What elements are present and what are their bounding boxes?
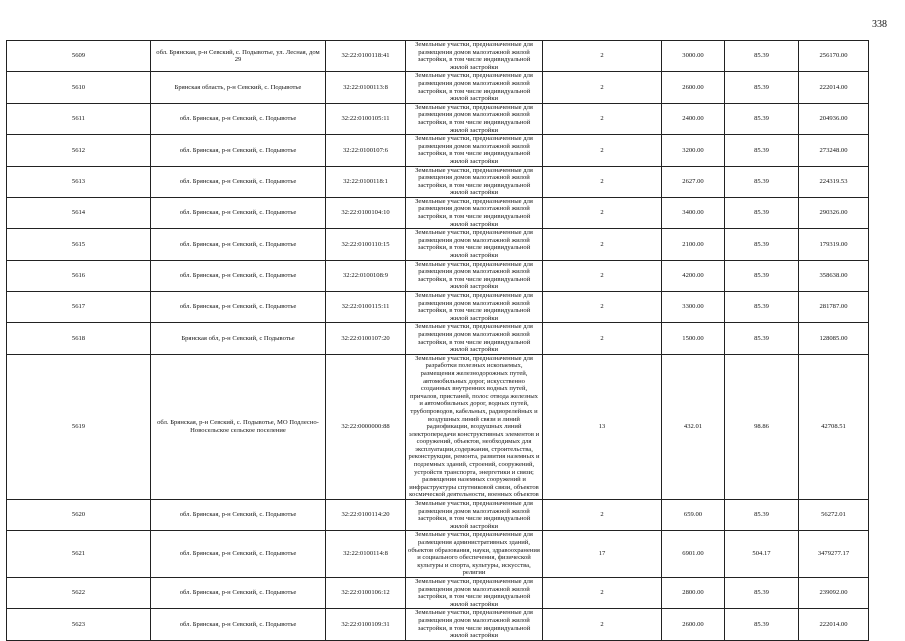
land-use-description-cell: Земельные участки, предназначенные для размещения домов малоэтажной жилой застройки, в том числе индивидуальной жилой застройки xyxy=(406,260,543,291)
table-row xyxy=(7,41,869,72)
address-cell: обл. Брянская, р-н Севский, с. Подывотье xyxy=(151,103,326,134)
cadastral-number-cell: 32:22:0100108:9 xyxy=(326,260,406,291)
area-cell: 3000.00 xyxy=(662,41,725,72)
cadastral-value-cell: 3479277.17 xyxy=(799,531,869,578)
row-number-cell: 5616 xyxy=(7,260,151,291)
cadastral-number-cell: 32:22:0100104:10 xyxy=(326,197,406,228)
table-row xyxy=(7,292,869,323)
specific-value-cell: 85.39 xyxy=(725,166,799,197)
area-cell: 1500.00 xyxy=(662,323,725,354)
land-use-description-cell: Земельные участки, предназначенные для размещения домов малоэтажной жилой застройки, в том числе индивидуальной жилой застройки xyxy=(406,41,543,72)
cadastral-number-cell: 32:22:0100105:11 xyxy=(326,103,406,134)
land-use-description-cell: Земельные участки, предназначенные для размещения домов малоэтажной жилой застройки, в том числе индивидуальной жилой застройки xyxy=(406,229,543,260)
row-number-cell: 5619 xyxy=(7,354,151,499)
cadastral-number-cell: 32:22:0100110:15 xyxy=(326,229,406,260)
area-cell: 2627.00 xyxy=(662,166,725,197)
group-number-cell: 2 xyxy=(543,609,662,640)
group-number-cell: 2 xyxy=(543,577,662,608)
cadastral-number-cell: 32:22:0100113:8 xyxy=(326,72,406,103)
land-use-description-cell: Земельные участки, предназначенные для размещения домов малоэтажной жилой застройки, в том числе индивидуальной жилой застройки xyxy=(406,500,543,531)
registry-body xyxy=(7,41,869,641)
cadastral-value-cell: 224319.53 xyxy=(799,166,869,197)
specific-value-cell: 85.39 xyxy=(725,229,799,260)
cadastral-number-cell: 32:22:0100107:20 xyxy=(326,323,406,354)
group-number-cell: 2 xyxy=(543,135,662,166)
row-number-cell: 5623 xyxy=(7,609,151,640)
specific-value-cell: 85.39 xyxy=(725,500,799,531)
cadastral-value-cell: 290326.00 xyxy=(799,197,869,228)
address-cell: Брянская обл, р-н Севский, с Подывотье xyxy=(151,323,326,354)
cadastral-number-cell: 32:22:0100115:11 xyxy=(326,292,406,323)
address-cell: обл. Брянская, р-н Севский, с. Подывотье xyxy=(151,229,326,260)
address-cell: обл. Брянская, р-н Севский, с. Подывотье xyxy=(151,531,326,578)
land-use-description-cell: Земельные участки, предназначенные для размещения домов малоэтажной жилой застройки, в том числе индивидуальной жилой застройки xyxy=(406,323,543,354)
cadastral-value-cell: 273248.00 xyxy=(799,135,869,166)
land-use-description-cell: Земельные участки, предназначенные для размещения домов малоэтажной жилой застройки, в том числе индивидуальной жилой застройки xyxy=(406,577,543,608)
area-cell: 3200.00 xyxy=(662,135,725,166)
land-registry-table xyxy=(6,40,869,641)
row-number-cell: 5611 xyxy=(7,103,151,134)
land-use-description-cell: Земельные участки, предназначенные для размещения домов малоэтажной жилой застройки, в том числе индивидуальной жилой застройки xyxy=(406,292,543,323)
specific-value-cell: 85.39 xyxy=(725,135,799,166)
group-number-cell: 2 xyxy=(543,292,662,323)
cadastral-number-cell: 32:22:0100114:20 xyxy=(326,500,406,531)
group-number-cell: 2 xyxy=(543,500,662,531)
specific-value-cell: 85.39 xyxy=(725,41,799,72)
address-cell: обл. Брянская, р-н Севский, с. Подывотье xyxy=(151,577,326,608)
land-use-description-cell: Земельные участки, предназначенные для размещения домов малоэтажной жилой застройки, в том числе индивидуальной жилой застройки xyxy=(406,72,543,103)
specific-value-cell: 85.39 xyxy=(725,103,799,134)
cadastral-value-cell: 256170.00 xyxy=(799,41,869,72)
cadastral-value-cell: 281787.00 xyxy=(799,292,869,323)
cadastral-value-cell: 42708.51 xyxy=(799,354,869,499)
specific-value-cell: 85.39 xyxy=(725,292,799,323)
area-cell: 2600.00 xyxy=(662,609,725,640)
area-cell: 3400.00 xyxy=(662,197,725,228)
table-row xyxy=(7,577,869,608)
specific-value-cell: 85.39 xyxy=(725,609,799,640)
group-number-cell: 17 xyxy=(543,531,662,578)
cadastral-number-cell: 32:22:0100109:31 xyxy=(326,609,406,640)
cadastral-number-cell: 32:22:0100118:41 xyxy=(326,41,406,72)
cadastral-value-cell: 222014.00 xyxy=(799,72,869,103)
land-use-description-cell: Земельные участки, предназначенные для размещения домов малоэтажной жилой застройки, в том числе индивидуальной жилой застройки xyxy=(406,135,543,166)
cadastral-value-cell: 358638.00 xyxy=(799,260,869,291)
cadastral-value-cell: 222014.00 xyxy=(799,609,869,640)
row-number-cell: 5617 xyxy=(7,292,151,323)
cadastral-number-cell: 32:22:0100114:8 xyxy=(326,531,406,578)
group-number-cell: 2 xyxy=(543,260,662,291)
area-cell: 2100.00 xyxy=(662,229,725,260)
cadastral-value-cell: 56272.01 xyxy=(799,500,869,531)
row-number-cell: 5609 xyxy=(7,41,151,72)
address-cell: обл. Брянская, р-н Севский, с. Подывотье xyxy=(151,609,326,640)
row-number-cell: 5620 xyxy=(7,500,151,531)
group-number-cell: 13 xyxy=(543,354,662,499)
address-cell: обл. Брянская, р-н Севский, с. Подывотье xyxy=(151,135,326,166)
row-number-cell: 5612 xyxy=(7,135,151,166)
specific-value-cell: 85.39 xyxy=(725,197,799,228)
group-number-cell: 2 xyxy=(543,103,662,134)
specific-value-cell: 85.39 xyxy=(725,72,799,103)
group-number-cell: 2 xyxy=(543,323,662,354)
row-number-cell: 5615 xyxy=(7,229,151,260)
specific-value-cell: 98.86 xyxy=(725,354,799,499)
land-use-description-cell: Земельные участки, предназначенные для разработки полезных ископаемых, размещения железнодорожных путей, автомобильных дорог, искусственно созданных внутренних водных путей, причалов, пристаней, полос отвода железных и автомобильных дорог, водных путей, трубопроводов, кабельных, радиорелейных и воздушных линий связи и линий радиофикации, воздушных линий электропередачи конструктивных элементов и сооружений, объектов, необходимых для эксплуатации,содержания, строительства, реконструкции, ремонта, развития наземных и подземных зданий, строений, сооружений, устройств транспорта, энергетики и связи; размещения наземных сооружений и инфраструктуры спутниковой связи, объектов космической деятельности, военных объектов xyxy=(406,354,543,499)
group-number-cell: 2 xyxy=(543,229,662,260)
land-use-description-cell: Земельные участки, предназначенные для размещения административных зданий, объектов образования, науки, здравоохранения и социального обеспечения, физической культуры и спорта, культуры, искусства, религии xyxy=(406,531,543,578)
cadastral-number-cell: 32:22:0100118:1 xyxy=(326,166,406,197)
table-row xyxy=(7,197,869,228)
area-cell: 659.00 xyxy=(662,500,725,531)
group-number-cell: 2 xyxy=(543,166,662,197)
cadastral-value-cell: 179319.00 xyxy=(799,229,869,260)
specific-value-cell: 85.39 xyxy=(725,260,799,291)
land-use-description-cell: Земельные участки, предназначенные для размещения домов малоэтажной жилой застройки, в том числе индивидуальной жилой застройки xyxy=(406,166,543,197)
land-use-description-cell: Земельные участки, предназначенные для размещения домов малоэтажной жилой застройки, в том числе индивидуальной жилой застройки xyxy=(406,609,543,640)
table-row xyxy=(7,166,869,197)
row-number-cell: 5613 xyxy=(7,166,151,197)
table-row xyxy=(7,609,869,640)
area-cell: 3300.00 xyxy=(662,292,725,323)
land-use-description-cell: Земельные участки, предназначенные для размещения домов малоэтажной жилой застройки, в том числе индивидуальной жилой застройки xyxy=(406,103,543,134)
table-row xyxy=(7,260,869,291)
page-number: 338 xyxy=(872,19,887,30)
table-row xyxy=(7,135,869,166)
cadastral-value-cell: 128085.00 xyxy=(799,323,869,354)
specific-value-cell: 85.39 xyxy=(725,577,799,608)
land-use-description-cell: Земельные участки, предназначенные для размещения домов малоэтажной жилой застройки, в том числе индивидуальной жилой застройки xyxy=(406,197,543,228)
table-row xyxy=(7,500,869,531)
address-cell: обл. Брянская, р-н Севский, с. Подывотье, ул. Лесная, дом 29 xyxy=(151,41,326,72)
table-row xyxy=(7,103,869,134)
row-number-cell: 5614 xyxy=(7,197,151,228)
address-cell: обл. Брянская, р-н Севский, с. Подывотье, МО Подлесно-Новосельское сельское поселение xyxy=(151,354,326,499)
row-number-cell: 5621 xyxy=(7,531,151,578)
table-row xyxy=(7,323,869,354)
row-number-cell: 5610 xyxy=(7,72,151,103)
cadastral-number-cell: 32:22:0100107:6 xyxy=(326,135,406,166)
area-cell: 2600.00 xyxy=(662,72,725,103)
cadastral-number-cell: 32:22:0000000:88 xyxy=(326,354,406,499)
group-number-cell: 2 xyxy=(543,41,662,72)
row-number-cell: 5618 xyxy=(7,323,151,354)
address-cell: обл. Брянская, р-н Севский, с. Подывотье xyxy=(151,500,326,531)
address-cell: обл. Брянская, р-н Севский, с. Подывотье xyxy=(151,166,326,197)
specific-value-cell: 504.17 xyxy=(725,531,799,578)
area-cell: 432.01 xyxy=(662,354,725,499)
area-cell: 2800.00 xyxy=(662,577,725,608)
area-cell: 6901.00 xyxy=(662,531,725,578)
table-row xyxy=(7,531,869,578)
cadastral-value-cell: 204936.00 xyxy=(799,103,869,134)
group-number-cell: 2 xyxy=(543,72,662,103)
address-cell: обл. Брянская, р-н Севский, с. Подывотье xyxy=(151,292,326,323)
address-cell: Брянская область, р-н Севский, с. Подывотье xyxy=(151,72,326,103)
address-cell: обл. Брянская, р-н Севский, с. Подывотье xyxy=(151,260,326,291)
area-cell: 2400.00 xyxy=(662,103,725,134)
specific-value-cell: 85.39 xyxy=(725,323,799,354)
cadastral-number-cell: 32:22:0100106:12 xyxy=(326,577,406,608)
area-cell: 4200.00 xyxy=(662,260,725,291)
row-number-cell: 5622 xyxy=(7,577,151,608)
table-row xyxy=(7,354,869,499)
address-cell: обл. Брянская, р-н Севский, с. Подывотье xyxy=(151,197,326,228)
table-row xyxy=(7,72,869,103)
group-number-cell: 2 xyxy=(543,197,662,228)
table-row xyxy=(7,229,869,260)
cadastral-value-cell: 239092.00 xyxy=(799,577,869,608)
